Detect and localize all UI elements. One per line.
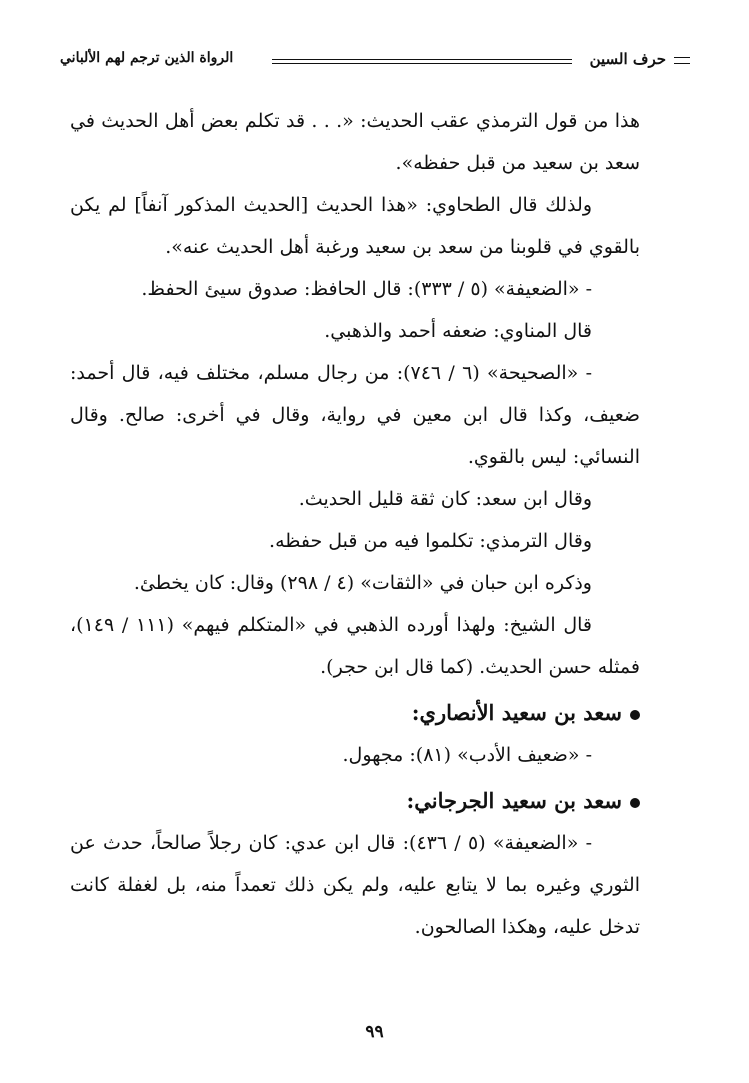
paragraph: وذكره ابن حبان في «الثقات» (٤ / ٢٩٨) وقال: كان يخطئ. xyxy=(133,572,592,594)
section-title: حرف السين xyxy=(590,50,690,68)
page-body xyxy=(70,100,640,948)
entry-heading-text: سعد بن سعيد الجرجاني: xyxy=(406,788,622,813)
book-title: الرواة الذين ترجم لهم الألباني xyxy=(60,50,234,66)
paragraph: وقال الترمذي: تكلموا فيه من قبل حفظه. xyxy=(269,530,592,552)
entry-line: - «ضعيف الأدب» (٨١): مجهول. xyxy=(342,744,592,766)
paragraph: قال المناوي: ضعفه أحمد والذهبي. xyxy=(324,320,592,342)
paragraph: ولذلك قال الطحاوي: «هذا الحديث [الحديث المذكور آنفاً] لم يكن بالقوي في قلوبنا من سعد بن سعيد ورغبة أهل الحديث عنه». xyxy=(70,194,640,258)
page-number: ٩٩ xyxy=(365,1022,384,1042)
header-rule xyxy=(272,59,572,64)
bullet-icon xyxy=(630,798,640,808)
paragraph: - «الصحيحة» (٦ / ٧٤٦): من رجال مسلم، مختلف فيه، قال أحمد: ضعيف، وكذا قال ابن معين في رواية، وقال في أخرى: صالح. وقال النسائي: ليس بالقوي. xyxy=(70,362,640,468)
entry-heading xyxy=(70,692,640,734)
running-header xyxy=(60,44,690,78)
paragraph: وقال ابن سعد: كان ثقة قليل الحديث. xyxy=(298,488,592,510)
paragraph: هذا من قول الترمذي عقب الحديث: «. . . قد تكلم بعض أهل الحديث في سعد بن سعيد من قبل حفظه». xyxy=(70,110,640,174)
paragraph: - «الضعيفة» (٥ / ٣٣٣): قال الحافظ: صدوق سيئ الحفظ. xyxy=(141,278,592,300)
paragraph: قال الشيخ: ولهذا أورده الذهبي في «المتكلم فيهم» (١١١ / ١٤٩)، فمثله حسن الحديث. (كما قال ابن حجر). xyxy=(70,614,640,678)
entry-line: - «الضعيفة» (٥ / ٤٣٦): قال ابن عدي: كان رجلاً صالحاً، حدث عن الثوري وغيره بما لا يتابع عليه، ولم يكن ذلك تعمداً منه، بل لغفلة كانت تدخل عليه، وهكذا الصالحون. xyxy=(70,832,640,938)
bullet-icon xyxy=(630,710,640,720)
entry-heading-text: سعد بن سعيد الأنصاري: xyxy=(411,700,622,725)
entry-heading xyxy=(70,780,640,822)
